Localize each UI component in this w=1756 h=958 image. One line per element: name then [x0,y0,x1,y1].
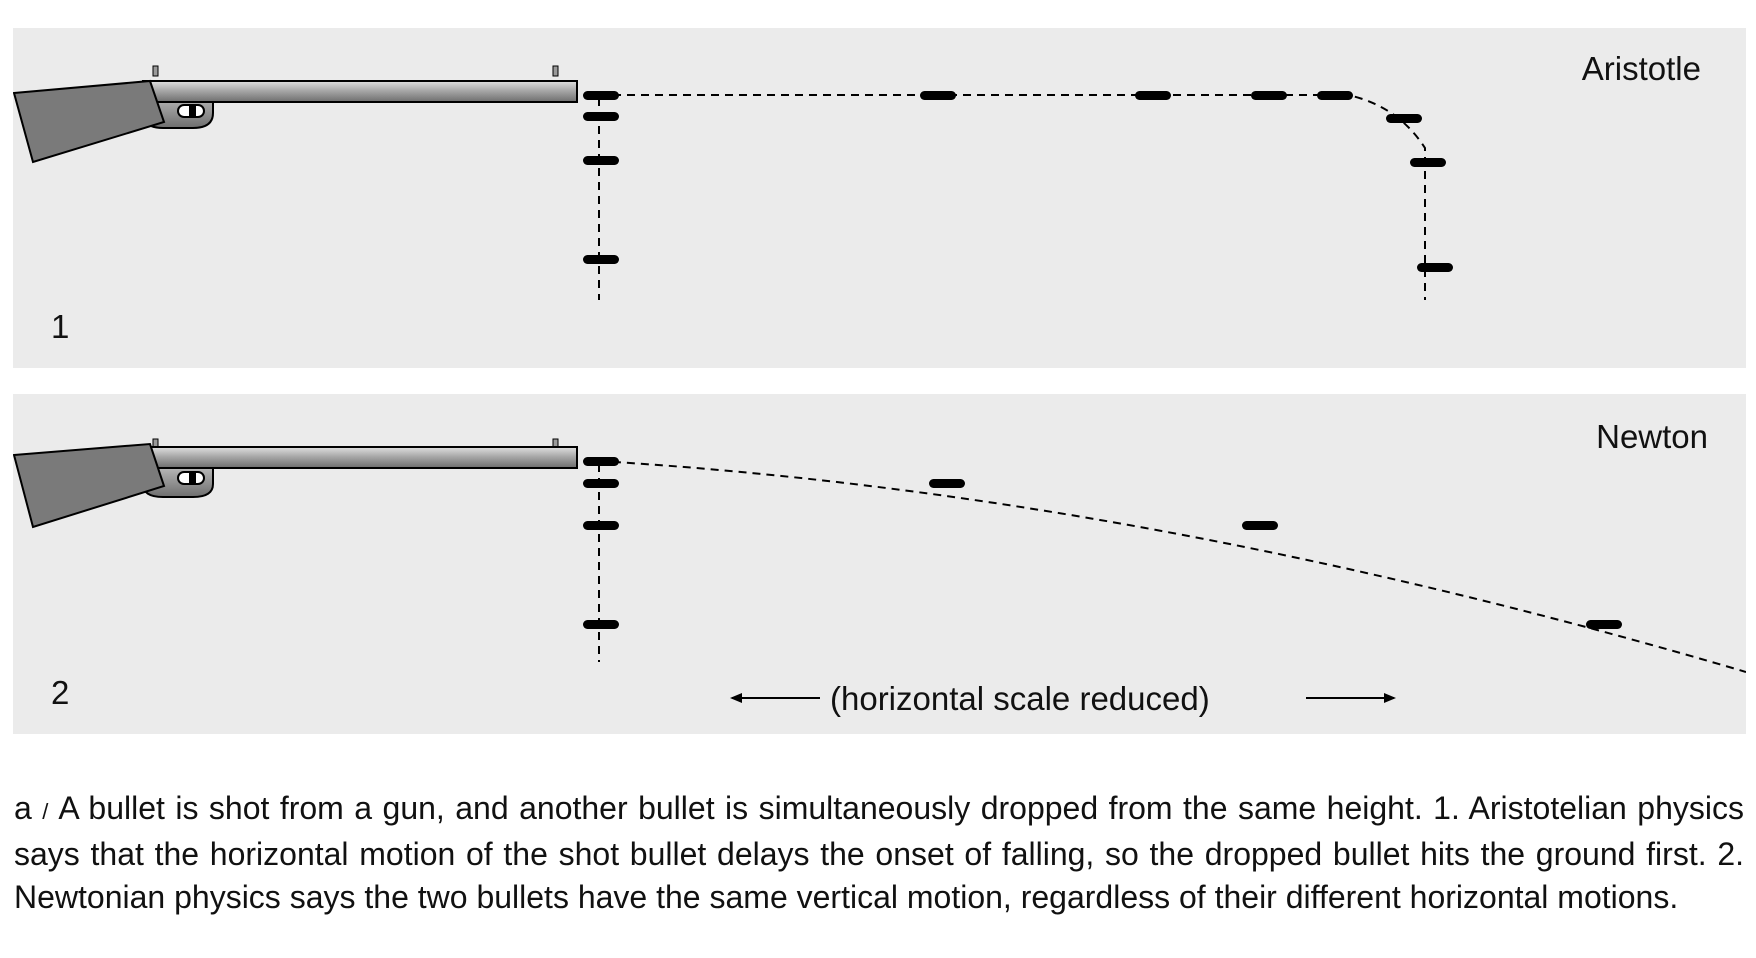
dropped-bullet [583,255,619,264]
gun-icon [14,439,577,527]
model-label-newton: Newton [1596,418,1708,455]
aristotle-diagram [13,28,1746,368]
figure-caption [14,787,1744,919]
dropped-bullet [583,521,619,530]
shot-bullet-path [599,461,1746,672]
dropped-bullet [583,620,619,629]
shot-bullet [929,479,965,488]
shot-bullet [1317,91,1353,100]
newton-panel [13,394,1746,734]
shot-bullet [1417,263,1453,272]
shot-bullet [1242,521,1278,530]
shot-bullet [920,91,956,100]
gun-icon [14,66,577,162]
shot-bullet [1251,91,1287,100]
dropped-bullet [583,457,619,466]
caption-separator: / [42,799,49,824]
scale-note: (horizontal scale reduced) [830,680,1210,717]
dropped-bullet [583,91,619,100]
caption-letter: a [14,790,32,826]
shot-bullet [1586,620,1622,629]
caption-text: A bullet is shot from a gun, and another bullet is simultaneously dropped from the same height. 1. Aristotelian physics says that the horizontal motion of the shot bullet delays the onset of falling, so the dropped bullet hits the ground first. 2. Newtonian physics says the two bullets have the same vertical motion, regardless of their different horizontal motions. [14,790,1745,915]
dropped-bullet [583,479,619,488]
caption-label [14,790,48,826]
model-label-aristotle: Aristotle [1581,50,1701,87]
aristotle-panel [13,28,1746,368]
shot-bullet-path [599,95,1425,300]
shot-bullet [1410,158,1446,167]
dropped-bullet [583,156,619,165]
panel-number-1: 1 [51,308,70,345]
shot-bullet [1386,114,1422,123]
dropped-bullet [583,112,619,121]
shot-bullet [1135,91,1171,100]
panel-number-2: 2 [51,674,70,711]
